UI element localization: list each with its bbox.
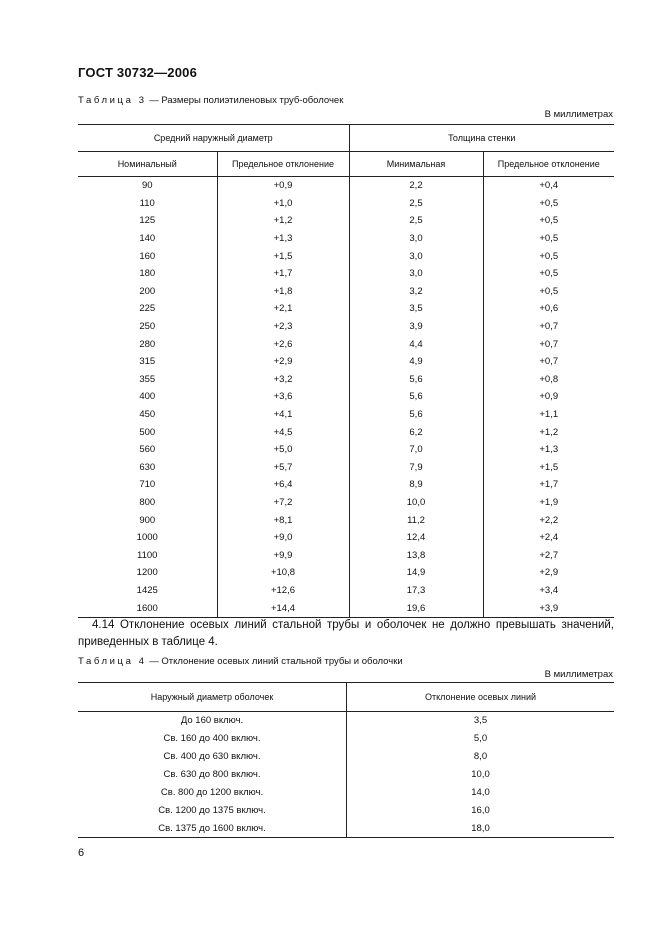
table3-cell: 400 bbox=[78, 388, 217, 406]
table-row bbox=[78, 819, 614, 837]
table4-cell: Св. 630 до 800 включ. bbox=[78, 766, 347, 784]
table-row bbox=[78, 335, 614, 353]
table4-cell: Св. 160 до 400 включ. bbox=[78, 730, 347, 748]
table4-cell: 14,0 bbox=[471, 787, 490, 798]
table3-cell: +2,7 bbox=[539, 549, 559, 561]
table-row bbox=[78, 423, 614, 441]
table3-cell: 5,6 bbox=[349, 406, 483, 424]
table3-cell: 2,2 bbox=[349, 177, 483, 195]
table3-cell: 11,2 bbox=[349, 511, 483, 529]
table3-cell: 2,5 bbox=[349, 212, 483, 230]
table3-units: В миллиметрах bbox=[544, 109, 613, 120]
table3-cell: 1000 bbox=[78, 529, 217, 547]
table3-cell: +10,8 bbox=[217, 564, 349, 582]
table3-cell: +8,1 bbox=[217, 511, 349, 529]
table3-cell: 7,9 bbox=[349, 459, 483, 477]
table3-cell: 1425 bbox=[78, 582, 217, 600]
table3-cell: +2,2 bbox=[539, 514, 559, 526]
table3-cell: +1,2 bbox=[539, 426, 559, 438]
table3-cell: 200 bbox=[78, 283, 217, 301]
table4-cell: 8,0 bbox=[473, 751, 488, 763]
table4-units: В миллиметрах bbox=[544, 669, 613, 680]
table-row bbox=[78, 353, 614, 371]
table3-cell: 10,0 bbox=[349, 494, 483, 512]
table-row bbox=[78, 730, 614, 748]
table3-cell: +2,9 bbox=[539, 567, 559, 579]
table-row bbox=[78, 265, 614, 283]
table3-cell: +1,8 bbox=[217, 283, 349, 301]
table3-cell: +0,5 bbox=[539, 233, 559, 245]
table4-body bbox=[78, 712, 614, 838]
table3-cell: 4,4 bbox=[349, 335, 483, 353]
table4-col1: Наружный диаметр оболочек bbox=[78, 683, 347, 712]
table-row bbox=[78, 177, 614, 195]
paragraph-4-14 bbox=[78, 617, 614, 651]
table3-group-header bbox=[78, 125, 614, 152]
table3-cell: +5,0 bbox=[217, 441, 349, 459]
table-row bbox=[78, 318, 614, 336]
table3-col2: Предельное отклонение bbox=[217, 152, 349, 177]
table3-cell: 7,0 bbox=[349, 441, 483, 459]
table3-cell: +3,6 bbox=[217, 388, 349, 406]
table3-cell: 450 bbox=[78, 406, 217, 424]
table3-cell: +14,4 bbox=[217, 599, 349, 617]
table4-cell: Св. 1375 до 1600 включ. bbox=[78, 819, 347, 837]
table4-caption bbox=[78, 656, 403, 667]
table-row bbox=[78, 441, 614, 459]
table3-title: — Размеры полиэтиленовых труб-оболочек bbox=[146, 95, 344, 106]
table3-group2: Толщина стенки bbox=[349, 125, 614, 152]
table3-cell: 280 bbox=[78, 335, 217, 353]
table3-cell: 4,9 bbox=[349, 353, 483, 371]
table3-body bbox=[78, 177, 614, 618]
table3-cell: 1600 bbox=[78, 599, 217, 617]
table3-cell: 17,3 bbox=[349, 582, 483, 600]
table-row bbox=[78, 371, 614, 389]
table4-label: Таблица 4 bbox=[78, 656, 147, 667]
table3-cell: +2,6 bbox=[217, 335, 349, 353]
table3-cell: 12,4 bbox=[349, 529, 483, 547]
table-row bbox=[78, 712, 614, 730]
table3-cell: 90 bbox=[78, 177, 217, 195]
table3-cell: +5,7 bbox=[217, 459, 349, 477]
table4-cell: 10,0 bbox=[471, 769, 490, 781]
table4-cell: 16,0 bbox=[471, 804, 490, 816]
table3-col4: Предельное отклонение bbox=[483, 152, 614, 177]
table3-cell: +0,5 bbox=[539, 268, 559, 280]
table3-group1: Средний наружный диаметр bbox=[78, 125, 349, 152]
table-row bbox=[78, 283, 614, 301]
table3-cell: 125 bbox=[78, 212, 217, 230]
table3-column-header bbox=[78, 152, 614, 177]
table-row bbox=[78, 784, 614, 802]
table3-cell: +1,7 bbox=[217, 265, 349, 283]
table4-cell: 3,5 bbox=[473, 715, 488, 727]
table3-cell: 14,9 bbox=[349, 564, 483, 582]
table3-cell: 1100 bbox=[78, 546, 217, 564]
table3-cell: +0,7 bbox=[539, 321, 559, 333]
table3-cell: 5,6 bbox=[349, 388, 483, 406]
table3-cell: +2,1 bbox=[217, 300, 349, 318]
table4 bbox=[78, 682, 614, 838]
table4-cell: Св. 1200 до 1375 включ. bbox=[78, 801, 347, 819]
table3-cell: 355 bbox=[78, 371, 217, 389]
table3-cell: 8,9 bbox=[349, 476, 483, 494]
table3-cell: +1,3 bbox=[217, 230, 349, 248]
table-row bbox=[78, 564, 614, 582]
table-row bbox=[78, 300, 614, 318]
table3-cell: 19,6 bbox=[349, 599, 483, 617]
table3-cell: 3,0 bbox=[349, 265, 483, 283]
table3-cell: +0,9 bbox=[217, 177, 349, 195]
table3-cell: +6,4 bbox=[217, 476, 349, 494]
page-number: 6 bbox=[78, 847, 85, 859]
table-row bbox=[78, 599, 614, 617]
table3-cell: 500 bbox=[78, 423, 217, 441]
table3-cell: +0,8 bbox=[539, 373, 559, 385]
table3-cell: +1,0 bbox=[217, 195, 349, 213]
table-row bbox=[78, 476, 614, 494]
table3-cell: 3,0 bbox=[349, 247, 483, 265]
paragraph-text: Отклонение осевых линий стальной трубы и оболочек не должно превышать значений, приведенных в таблице 4. bbox=[78, 619, 614, 648]
table3-cell: +0,7 bbox=[539, 356, 559, 368]
table3-cell: 180 bbox=[78, 265, 217, 283]
table3-cell: 13,8 bbox=[349, 546, 483, 564]
table3-cell: 3,0 bbox=[349, 230, 483, 248]
table3-cell: 3,5 bbox=[349, 300, 483, 318]
table-row bbox=[78, 212, 614, 230]
table4-cell: 18,0 bbox=[471, 822, 490, 834]
table3-cell: +0,5 bbox=[539, 215, 559, 227]
table3-cell: +1,5 bbox=[217, 247, 349, 265]
table3-cell: +0,7 bbox=[539, 338, 559, 350]
table4-cell: 5,0 bbox=[473, 733, 488, 745]
table-row bbox=[78, 801, 614, 819]
table3-cell: 3,2 bbox=[349, 283, 483, 301]
table-row bbox=[78, 247, 614, 265]
table3-cell: +2,4 bbox=[539, 532, 559, 544]
table-row bbox=[78, 546, 614, 564]
table3-cell: 1200 bbox=[78, 564, 217, 582]
table3-label: Таблица 3 bbox=[78, 95, 147, 106]
table3-cell: 225 bbox=[78, 300, 217, 318]
table3-cell: +0,4 bbox=[539, 180, 559, 192]
table4-column-header bbox=[78, 683, 614, 712]
table3-cell: +2,9 bbox=[217, 353, 349, 371]
table3-cell: +12,6 bbox=[217, 582, 349, 600]
table3-cell: 140 bbox=[78, 230, 217, 248]
table-row bbox=[78, 459, 614, 477]
table3-cell: 315 bbox=[78, 353, 217, 371]
table-row bbox=[78, 748, 614, 766]
table3-cell: 560 bbox=[78, 441, 217, 459]
table3-cell: +1,9 bbox=[539, 496, 559, 508]
table-row bbox=[78, 582, 614, 600]
table3-cell: +1,5 bbox=[539, 461, 559, 473]
table3-cell: +4,5 bbox=[217, 423, 349, 441]
table3-cell: +0,5 bbox=[539, 197, 559, 209]
table-row bbox=[78, 195, 614, 213]
table3-cell: 6,2 bbox=[349, 423, 483, 441]
table3-cell: 160 bbox=[78, 247, 217, 265]
table-row bbox=[78, 406, 614, 424]
table3-cell: 3,9 bbox=[349, 318, 483, 336]
table3-cell: +2,3 bbox=[217, 318, 349, 336]
table-row bbox=[78, 230, 614, 248]
document-header: ГОСТ 30732—2006 bbox=[78, 65, 197, 80]
table4-col2: Отклонение осевых линий bbox=[347, 683, 615, 712]
table4-cell: До 160 включ. bbox=[78, 712, 347, 730]
table3-cell: 2,5 bbox=[349, 195, 483, 213]
table-row bbox=[78, 766, 614, 784]
table3-cell: 710 bbox=[78, 476, 217, 494]
table3-cell: 110 bbox=[78, 195, 217, 213]
table3-cell: 5,6 bbox=[349, 371, 483, 389]
table3-cell: +1,1 bbox=[539, 409, 559, 421]
table3-cell: +1,3 bbox=[539, 444, 559, 456]
table3-caption bbox=[78, 95, 343, 106]
table-row bbox=[78, 388, 614, 406]
table3-cell: +3,4 bbox=[539, 584, 559, 596]
table4-title: — Отклонение осевых линий стальной трубы и оболочки bbox=[146, 656, 403, 667]
table4-cell: Св. 400 до 630 включ. bbox=[78, 748, 347, 766]
table-row bbox=[78, 494, 614, 512]
table3-cell: +9,9 bbox=[217, 546, 349, 564]
table3-col1: Номинальный bbox=[78, 152, 217, 177]
table3-cell: 900 bbox=[78, 511, 217, 529]
table3-cell: +9,0 bbox=[217, 529, 349, 547]
table3-cell: +0,9 bbox=[539, 391, 559, 403]
table3-cell: +4,1 bbox=[217, 406, 349, 424]
table3-cell: 250 bbox=[78, 318, 217, 336]
table3-cell: +3,9 bbox=[539, 602, 559, 614]
table3-cell: 800 bbox=[78, 494, 217, 512]
table-row bbox=[78, 529, 614, 547]
table-row bbox=[78, 511, 614, 529]
table3-cell: +3,2 bbox=[217, 371, 349, 389]
table3-cell: +1,7 bbox=[539, 479, 559, 491]
table3 bbox=[78, 124, 614, 618]
table4-cell: Св. 800 до 1200 включ. bbox=[78, 784, 347, 802]
table3-cell: 630 bbox=[78, 459, 217, 477]
table3-cell: +0,5 bbox=[539, 250, 559, 262]
table3-col3: Минимальная bbox=[349, 152, 483, 177]
paragraph-number: 4.14 bbox=[92, 619, 115, 631]
table3-cell: +1,2 bbox=[217, 212, 349, 230]
table3-cell: +7,2 bbox=[217, 494, 349, 512]
table3-cell: +0,5 bbox=[539, 285, 559, 297]
table3-cell: +0,6 bbox=[539, 303, 559, 315]
